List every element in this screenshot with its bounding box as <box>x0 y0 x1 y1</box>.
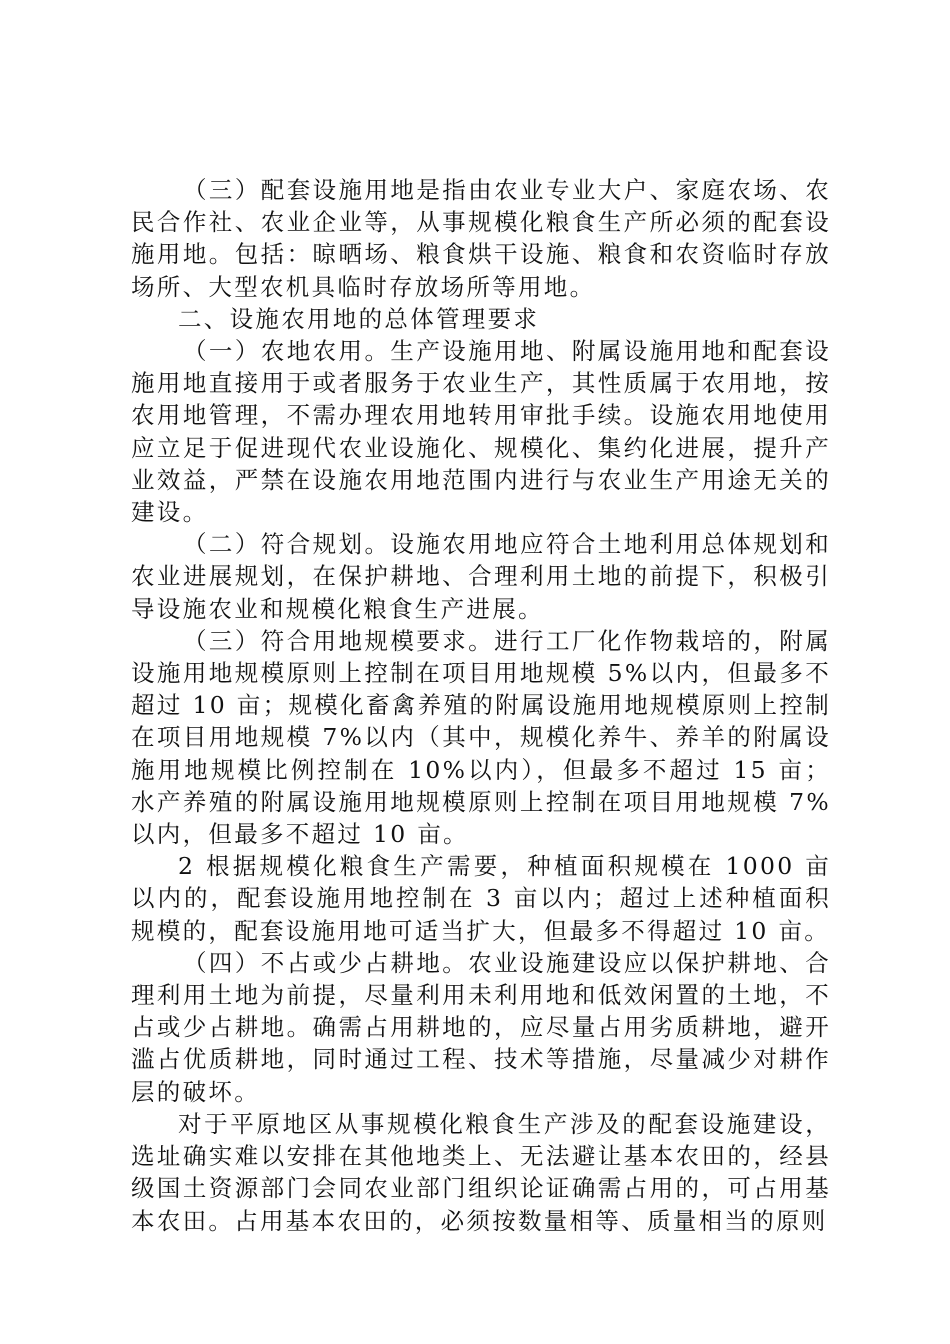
paragraph-planning-compliance: （二）符合规划。设施农用地应符合土地利用总体规划和农业进展规划，在保护耕地、合理利用土地的前提下，积极引导设施农业和规模化粮食生产进展。 <box>131 530 831 623</box>
paragraph-basic-farmland-occupation: 对于平原地区从事规模化粮食生产涉及的配套设施建设，选址确实难以安排在其他地类上、无法避让基本农田的，经县级国土资源部门会同农业部门组织论证确需占用的，可占用基本农田。占用基本农田的，必须按数量相等、质量相当的原则 <box>131 1109 831 1235</box>
paragraph-scale-requirements: （三）符合用地规模要求。进行工厂化作物栽培的，附属设施用地规模原则上控制在项目用地规模 5%以内，但最多不超过 10 亩；规模化畜禽养殖的附属设施用地规模原则上控制在项目用地规模 7%以内（其中，规模化养牛、养羊的附属设施用地规模比例控制在 10%以内），但最多不超过 15 亩；水产养殖的附属设施用地规模原则上控制在项目用地规模 7%以内，但最多不超过 10 亩。 <box>131 626 831 849</box>
paragraph-minimize-farmland-use: （四）不占或少占耕地。农业设施建设应以保护耕地、合理利用土地为前提，尽量利用未利用地和低效闲置的土地，不占或少占耕地。确需占用耕地的，应尽量占用劣质耕地，避开滥占优质耕地，同时通过工程、技术等措施，尽量减少对耕作层的破坏。 <box>131 948 831 1106</box>
document-body <box>131 174 831 1237</box>
paragraph-supporting-facility-definition: （三）配套设施用地是指由农业专业大户、家庭农场、农民合作社、农业企业等，从事规模化粮食生产所必须的配套设施用地。包括：晾晒场、粮食烘干设施、粮食和农资临时存放场所、大型农机具临时存放场所等用地。 <box>131 176 831 301</box>
paragraph-grain-production-scale: 2 根据规模化粮食生产需要，种植面积规模在 1000 亩以内的，配套设施用地控制在 3 亩以内；超过上述种植面积规模的，配套设施用地可适当扩大，但最多不得超过 10 亩。 <box>131 852 831 945</box>
section-heading-general-management: 二、设施农用地的总体管理要求 <box>178 304 540 333</box>
paragraph-farmland-use: （一）农地农用。生产设施用地、附属设施用地和配套设施用地直接用于或者服务于农业生产，其性质属于农用地，按农用地管理，不需办理农用地转用审批手续。设施农用地使用应立足于促进现代农业设施化、规模化、集约化进展，提升产业效益，严禁在设施农用地范围内进行与农业生产用途无关的建设。 <box>131 337 831 527</box>
